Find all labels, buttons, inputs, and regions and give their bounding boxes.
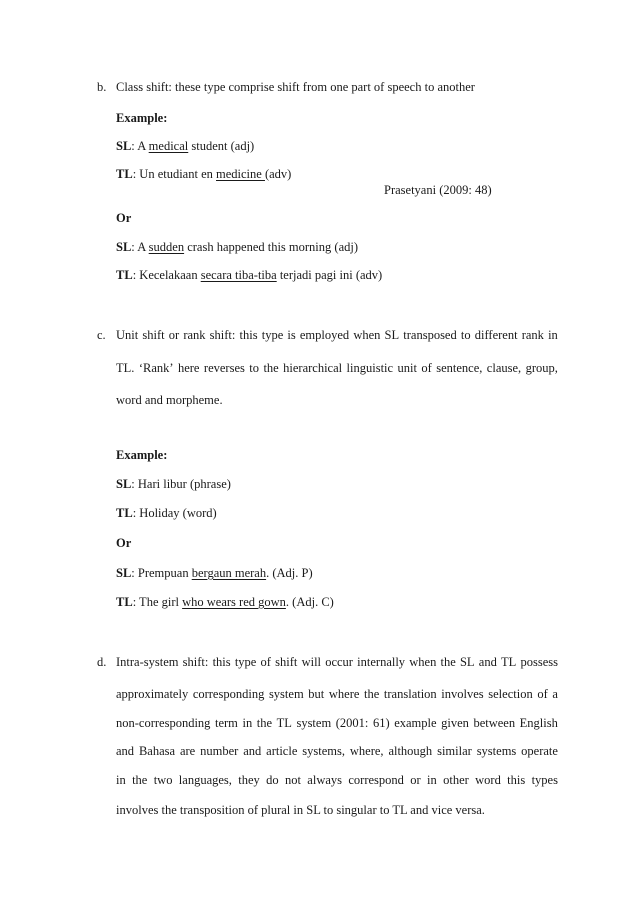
- word: linguistic: [346, 361, 394, 375]
- section-d-marker: d.: [97, 655, 107, 669]
- word: to: [249, 361, 260, 375]
- word: sentence,: [436, 361, 483, 375]
- word: they: [238, 773, 260, 787]
- tl-pre: : Un etudiant en: [132, 167, 217, 181]
- section-c-line-2: [116, 360, 558, 376]
- word: TL.: [116, 361, 135, 375]
- c-sl2-underlined: bergaun merah: [191, 566, 267, 580]
- c-sl-text: : Hari libur (phrase): [131, 477, 231, 491]
- word: operate: [521, 744, 558, 758]
- word: clause,: [486, 361, 522, 375]
- word: two: [153, 773, 173, 787]
- word: although: [388, 744, 433, 758]
- word: this: [212, 655, 231, 669]
- sl2-post: crash happened this morning (adj): [184, 240, 359, 254]
- sl2-underlined: sudden: [148, 240, 185, 254]
- section-d-line-6: involves the transposition of plural in SL to singular to TL and vice versa.: [116, 803, 485, 817]
- word: of: [421, 361, 432, 375]
- word: the: [132, 773, 148, 787]
- c-sl2-post: . (Adj. P): [266, 566, 313, 580]
- sl2-label: SL: [116, 240, 132, 254]
- word: example: [394, 716, 437, 730]
- word: or: [410, 773, 421, 787]
- section-c-tl2-line: [116, 594, 334, 610]
- word: similar: [437, 744, 472, 758]
- c-tl-text: : Holiday (word): [132, 506, 217, 520]
- word: number: [200, 744, 239, 758]
- word: in: [427, 773, 437, 787]
- word: the: [256, 716, 273, 730]
- word: system: [296, 716, 332, 730]
- sl-underlined: medical: [148, 139, 189, 153]
- c-tl-label: TL: [116, 506, 133, 520]
- word: a: [552, 687, 558, 701]
- section-b-sl2-line: [116, 239, 358, 255]
- word: between: [473, 716, 516, 730]
- word: where,: [349, 744, 384, 758]
- section-b-example-label: Example:: [116, 111, 168, 125]
- word: and: [243, 744, 262, 758]
- sl-pre: : A: [131, 139, 149, 153]
- word: and: [116, 744, 135, 758]
- sl-label: SL: [116, 139, 132, 153]
- word: corresponding: [192, 687, 265, 701]
- word: the: [440, 655, 456, 669]
- word: in: [548, 328, 558, 342]
- word: do: [266, 773, 279, 787]
- word: occur: [325, 655, 353, 669]
- word: to: [460, 328, 471, 342]
- word: ‘Rank’: [138, 361, 174, 375]
- word: SL: [459, 655, 475, 669]
- word: the: [364, 687, 380, 701]
- sl2-pre: : A: [131, 240, 149, 254]
- word: approximately: [116, 687, 189, 701]
- word: systems: [476, 744, 517, 758]
- word: reverses: [203, 361, 245, 375]
- word: word: [475, 773, 501, 787]
- section-c-marker: c.: [97, 328, 106, 342]
- word: languages,: [178, 773, 232, 787]
- word: term: [214, 716, 238, 730]
- word: shift:: [182, 655, 209, 669]
- c-tl2-post: . (Adj. C): [285, 595, 334, 609]
- word: (2001:: [335, 716, 369, 730]
- section-b-or-label: Or: [116, 211, 132, 225]
- word: but: [308, 687, 325, 701]
- word: when: [409, 655, 437, 669]
- c-sl-label: SL: [116, 477, 132, 491]
- section-c-or-label: Or: [116, 536, 132, 550]
- word: and: [478, 655, 497, 669]
- word: hierarchical: [283, 361, 343, 375]
- word: TL: [276, 716, 292, 730]
- word: group,: [525, 361, 558, 375]
- word: selection: [488, 687, 533, 701]
- c-sl2-label: SL: [116, 566, 132, 580]
- section-d-line-3: [116, 715, 558, 731]
- section-b-citation: Prasetyani (2009: 48): [384, 183, 492, 197]
- section-c-sl-line: [116, 476, 231, 492]
- word: English: [519, 716, 558, 730]
- word: of: [537, 687, 548, 701]
- word: this: [507, 773, 526, 787]
- word: TL: [501, 655, 517, 669]
- word: systems,: [302, 744, 345, 758]
- word: shift: [142, 328, 165, 342]
- word: type: [261, 328, 284, 342]
- word: correspond: [348, 773, 404, 787]
- word: article: [266, 744, 298, 758]
- word: Bahasa: [138, 744, 176, 758]
- word: transposed: [403, 328, 457, 342]
- word: different: [474, 328, 518, 342]
- c-sl2-pre: : Prempuan: [131, 566, 192, 580]
- word: type: [234, 655, 257, 669]
- word: when: [353, 328, 381, 342]
- section-d-line-2: [116, 686, 558, 702]
- tl-underlined: medicine: [216, 167, 265, 181]
- word: involves: [441, 687, 484, 701]
- word: will: [301, 655, 322, 669]
- section-b-heading: Class shift: these type comprise shift from one part of speech to another: [116, 80, 475, 94]
- section-c-sl2-line: [116, 565, 313, 581]
- word: the: [263, 361, 279, 375]
- word: this: [239, 328, 258, 342]
- word: not: [284, 773, 301, 787]
- word: shift: [275, 655, 298, 669]
- section-b-sl-line: [116, 138, 254, 154]
- c-tl2-pre: : The girl: [132, 595, 183, 609]
- section-b-marker: b.: [97, 80, 107, 94]
- word: Unit: [116, 328, 139, 342]
- word: in: [116, 773, 126, 787]
- tl-label: TL: [116, 167, 133, 181]
- word: possess: [520, 655, 558, 669]
- tl2-label: TL: [116, 268, 133, 282]
- word: are: [179, 744, 196, 758]
- section-d-line-1: [116, 654, 558, 670]
- section-c-line-1: [116, 327, 558, 343]
- word: employed: [299, 328, 350, 342]
- word: translation: [383, 687, 437, 701]
- section-d-line-5: [116, 772, 558, 788]
- word: where: [328, 687, 360, 701]
- tl2-pre: : Kecelakaan: [132, 268, 201, 282]
- word: system: [268, 687, 304, 701]
- word: rank: [521, 328, 544, 342]
- c-tl2-label: TL: [116, 595, 133, 609]
- word: rank: [183, 328, 206, 342]
- word: types: [531, 773, 558, 787]
- word: internally: [357, 655, 406, 669]
- section-c-line-3: word and morpheme.: [116, 393, 223, 407]
- tl2-post: terjadi pagi ini (adv): [276, 268, 383, 282]
- tl-post: (adv): [264, 167, 292, 181]
- word: always: [307, 773, 343, 787]
- word: in: [242, 716, 253, 730]
- word: SL: [384, 328, 400, 342]
- sl-post: student (adj): [188, 139, 255, 153]
- word: given: [441, 716, 469, 730]
- word: other: [443, 773, 469, 787]
- tl2-underlined: secara tiba-tiba: [200, 268, 277, 282]
- section-c-example-label: Example:: [116, 448, 168, 462]
- word: of: [260, 655, 271, 669]
- word: shift:: [209, 328, 236, 342]
- word: Intra-system: [116, 655, 179, 669]
- section-c-tl-line: [116, 505, 217, 521]
- section-b-tl2-line: [116, 267, 382, 283]
- section-b-tl-line: [116, 166, 291, 182]
- word: unit: [397, 361, 417, 375]
- c-tl2-underlined: who wears red gown: [182, 595, 286, 609]
- word: is: [287, 328, 296, 342]
- section-d-line-4: [116, 743, 558, 759]
- word: non-corresponding: [116, 716, 211, 730]
- word: 61): [372, 716, 390, 730]
- word: or: [168, 328, 180, 342]
- word: here: [177, 361, 200, 375]
